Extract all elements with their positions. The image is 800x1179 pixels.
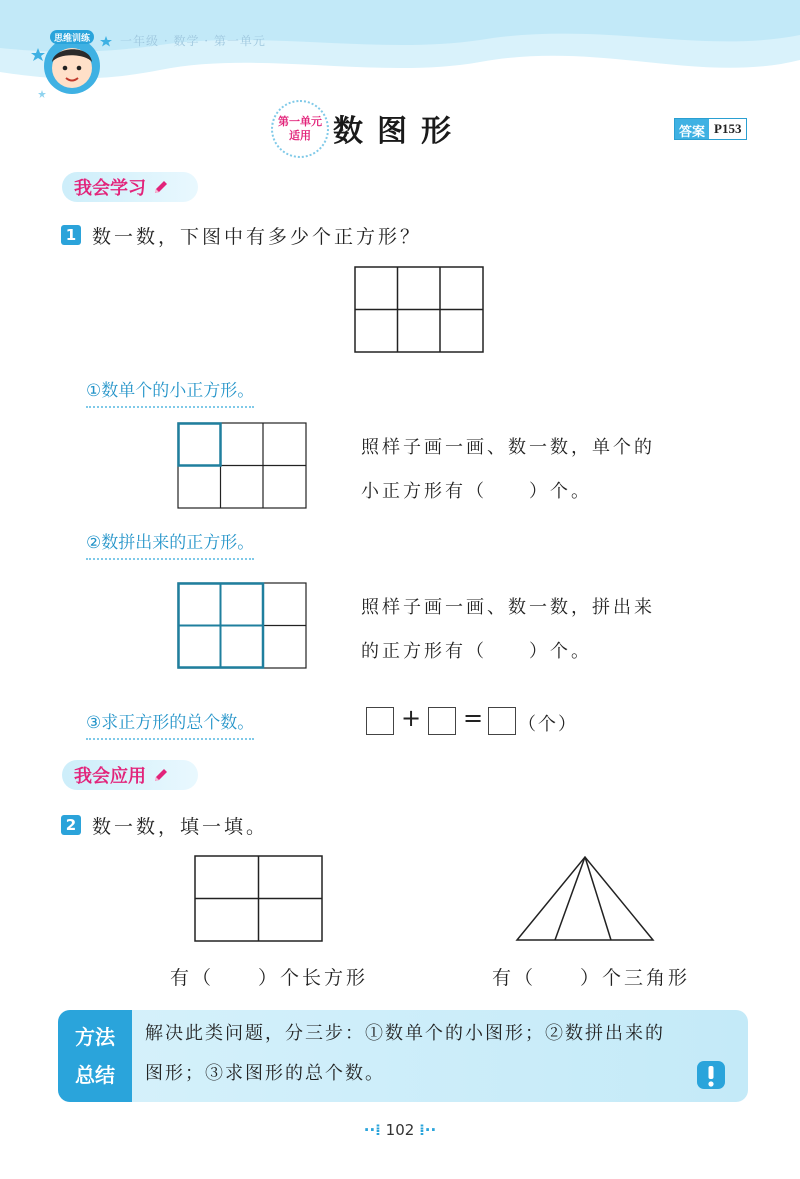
- question-1-grid-figure: [354, 266, 484, 353]
- unit-badge: [271, 100, 329, 158]
- method-tag-line2: 总结: [75, 1063, 115, 1087]
- triangle-figure: [515, 855, 655, 942]
- step-2-grid-figure: [177, 582, 307, 669]
- method-line1: 解决此类问题，分三步：①数单个的小图形；②数拼出来的: [145, 1023, 665, 1044]
- unit-badge-line2: 适用: [289, 129, 311, 142]
- pencil-icon: [152, 766, 170, 784]
- step-1-label: ①数单个的小正方形。: [86, 376, 254, 408]
- method-summary-text: [145, 1014, 740, 1094]
- step-1-grid-figure: [177, 422, 307, 509]
- rectangle-grid-figure: [194, 855, 324, 942]
- page-number-left-ornament: ··⁞: [363, 1121, 381, 1139]
- question-1-text: 数一数，下图中有多少个正方形？: [92, 226, 423, 248]
- section-learn-label: 我会学习: [74, 178, 146, 199]
- section-apply-heading: [62, 760, 198, 790]
- page-number-value: 102: [385, 1121, 415, 1139]
- highlighted-small-square: [179, 424, 221, 466]
- page-number-right-ornament: ⁞··: [419, 1121, 437, 1139]
- section-learn-heading: [62, 172, 198, 202]
- step-1-paragraph: [361, 426, 655, 514]
- unit-badge-line1: 第一单元: [278, 115, 322, 128]
- page-title: 数图形: [333, 114, 465, 149]
- step-2-line2: 的正方形有（ ）个。: [361, 641, 592, 662]
- exclamation-icon: [694, 1058, 728, 1092]
- plus-sign: +: [401, 704, 422, 732]
- page-number: [0, 1121, 800, 1139]
- mascot-badge-text: 思维训练: [53, 34, 91, 44]
- question-2-number: 2: [61, 815, 81, 835]
- answer-label: 答案: [675, 119, 709, 139]
- step-3-label: ③求正方形的总个数。: [86, 708, 254, 740]
- step-2-label: ②数拼出来的正方形。: [86, 528, 254, 560]
- method-summary-tag: [58, 1010, 132, 1102]
- equals-sign: =: [463, 704, 484, 732]
- answer-page: P153: [709, 119, 746, 139]
- answer-box-total[interactable]: [488, 707, 516, 735]
- method-tag-line1: 方法: [75, 1025, 115, 1049]
- header-faint-text: 一年级 · 数学 · 第一单元: [120, 34, 266, 48]
- method-line2: 图形；③求图形的总个数。: [145, 1063, 385, 1084]
- pencil-icon: [152, 178, 170, 196]
- question-2-text: 数一数，填一填。: [92, 816, 269, 838]
- section-apply-label: 我会应用: [74, 766, 146, 787]
- step-1-line1: 照样子画一画、数一数，单个的: [361, 437, 655, 458]
- step-1-line2: 小正方形有（ ）个。: [361, 481, 592, 502]
- step-2-line1: 照样子画一画、数一数，拼出来: [361, 597, 655, 618]
- rectangle-count-prompt: 有（ ）个长方形: [170, 967, 369, 989]
- answer-box-1[interactable]: [366, 707, 394, 735]
- unit-label: （个）: [518, 714, 578, 735]
- question-1-number: 1: [61, 225, 81, 245]
- triangle-count-prompt: 有（ ）个三角形: [492, 967, 691, 989]
- answer-box-2[interactable]: [428, 707, 456, 735]
- header-wave-banner: [0, 0, 800, 110]
- step-2-paragraph: [361, 586, 655, 674]
- answer-reference: [674, 118, 747, 140]
- mascot-boy-icon: [28, 18, 112, 102]
